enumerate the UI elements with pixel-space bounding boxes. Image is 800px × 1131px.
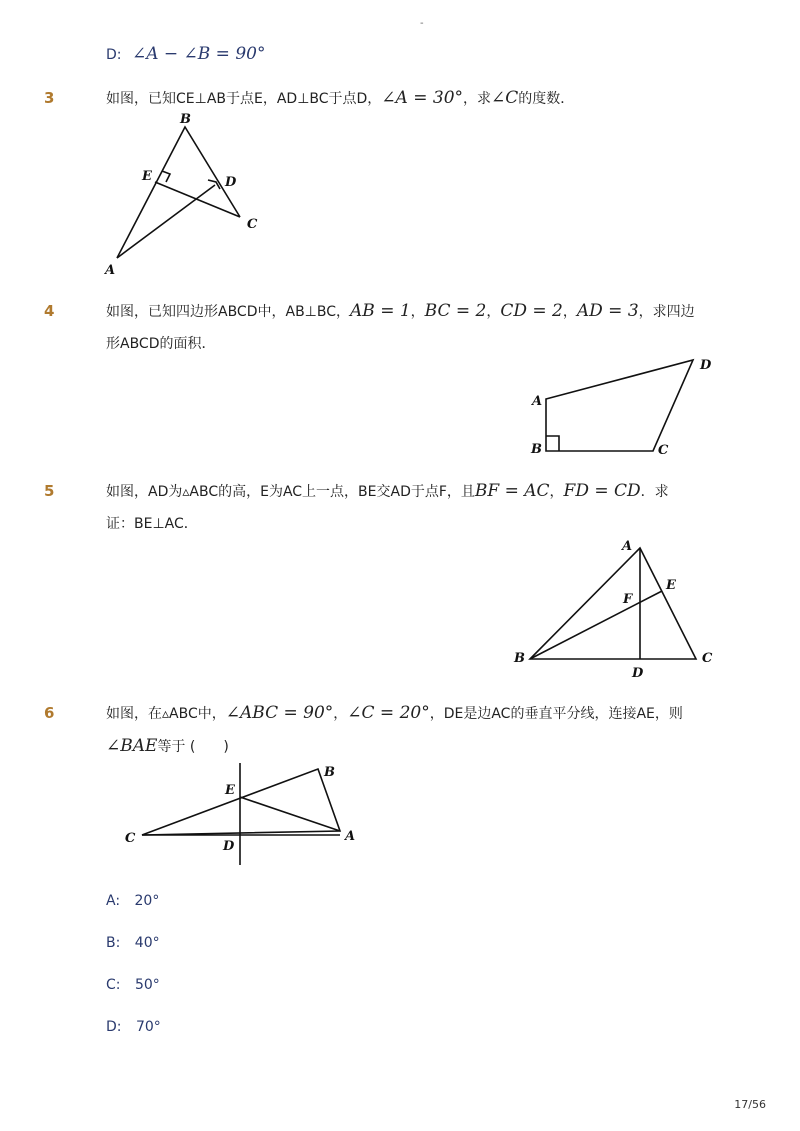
text-segment: ，求 (463, 91, 492, 107)
prev-option-d[interactable] (106, 44, 265, 64)
label-d: D (632, 666, 644, 681)
label-a: A (345, 829, 356, 844)
option-math: ∠A − ∠B = 90° (131, 44, 266, 64)
label-c: C (125, 831, 136, 846)
figure-4 (525, 350, 725, 462)
math-segment: ∠ABC = 90° (225, 703, 334, 723)
label-d: D (223, 839, 235, 854)
label-a: A (622, 539, 633, 554)
math-segment: ∠BAE (106, 736, 158, 756)
line-ad (117, 185, 215, 258)
math-segment: FD = CD (563, 481, 641, 501)
problem-number: 5 (44, 482, 55, 500)
problem-text (106, 697, 726, 763)
problem-number: 6 (44, 704, 55, 722)
label-d: D (225, 175, 237, 190)
text-segment: ，DE是边AC的垂直平分线，连接AE，则 (429, 706, 683, 722)
text-segment: ， (549, 484, 564, 500)
option-d[interactable] (106, 1019, 161, 1035)
option-label: B: (106, 935, 121, 951)
figure-5 (510, 535, 720, 685)
option-value: 40° (134, 935, 160, 951)
problem-text (106, 475, 726, 540)
label-c: C (658, 443, 669, 458)
figure-3 (100, 110, 270, 280)
option-value: 20° (134, 893, 160, 909)
text-segment: ， (562, 304, 577, 320)
math-segment: AD = 3 (576, 301, 639, 321)
triangle-cba (142, 769, 340, 835)
problem-number: 4 (44, 302, 55, 320)
label-a: A (105, 263, 116, 278)
text-segment: ， (333, 706, 348, 722)
text-segment: 等于 ( ) (157, 739, 229, 755)
math-segment: ∠C = 20° (347, 703, 430, 723)
page-number: 17/56 (734, 1098, 766, 1111)
line-ae (240, 797, 340, 831)
option-a[interactable] (106, 893, 159, 909)
right-angle-b (546, 436, 559, 451)
text-segment: 如图，AD为▵ABC的高，E为AC上一点，BE交AD于点F，且 (106, 484, 475, 500)
text-segment: 如图，在▵ABC中， (106, 706, 226, 722)
option-c[interactable] (106, 977, 160, 993)
right-angle-e (162, 171, 170, 182)
top-mark: - (420, 18, 424, 29)
text-segment: 的度数． (518, 91, 575, 107)
problem-number: 3 (44, 89, 55, 107)
text-segment: 证：BE⊥AC． (106, 516, 198, 532)
label-e: E (142, 169, 152, 184)
label-a: A (532, 394, 543, 409)
math-segment: BF = AC (474, 481, 550, 501)
option-label: D: (106, 1019, 122, 1035)
math-segment: ∠C (491, 88, 519, 108)
label-e: E (225, 783, 235, 798)
option-label: D: (106, 47, 122, 63)
triangle-abc (530, 548, 696, 659)
label-b: B (180, 112, 191, 127)
option-b[interactable] (106, 935, 160, 951)
figure-6 (115, 760, 365, 870)
label-f: F (623, 592, 633, 607)
text-segment: 形ABCD的面积． (106, 336, 216, 352)
text-segment: ， (410, 304, 425, 320)
label-c: C (247, 217, 258, 232)
text-segment: ，求四边 (638, 304, 695, 320)
text-segment: 如图，已知四边形ABCD中，AB⊥BC， (106, 304, 351, 320)
line-be (530, 591, 662, 659)
math-segment: BC = 2 (424, 301, 487, 321)
math-segment: ∠A = 30° (381, 88, 464, 108)
text-segment: ．求 (640, 484, 669, 500)
label-e: E (666, 578, 676, 593)
text-segment: 如图，已知CE⊥AB于点E，AD⊥BC于点D， (106, 91, 382, 107)
option-value: 70° (135, 1019, 161, 1035)
label-b: B (324, 765, 335, 780)
label-b: B (514, 651, 525, 666)
math-segment: AB = 1 (350, 301, 411, 321)
math-segment: CD = 2 (500, 301, 563, 321)
label-b: B (531, 442, 542, 457)
label-c: C (702, 651, 713, 666)
option-label: A: (106, 893, 121, 909)
text-segment: ， (486, 304, 501, 320)
option-label: C: (106, 977, 121, 993)
option-value: 50° (134, 977, 160, 993)
label-d: D (700, 358, 712, 373)
quadrilateral-abcd (546, 360, 693, 451)
